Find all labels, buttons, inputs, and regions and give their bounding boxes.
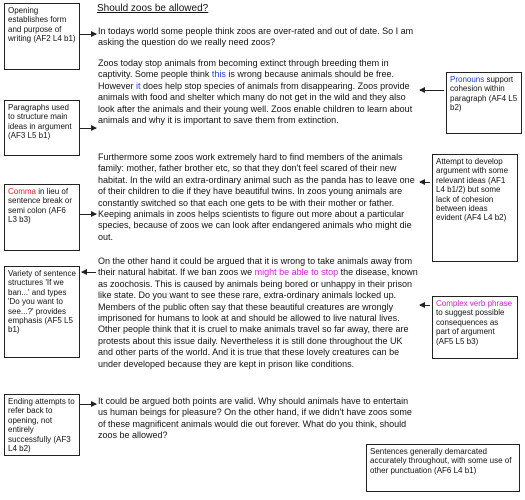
pronoun-it: it: [136, 80, 141, 91]
annotation-sentences: Sentences generally demarcated accurately throughout, with some use of other punctuation (AF6 L4 b1): [366, 444, 520, 492]
complex-verb-phrase-highlight: might be able to stop: [254, 267, 339, 278]
essay-paragraph-opening: In todays world some people think zoos are over-rated and out of date. So I am asking the question do we really need zoos?: [98, 26, 414, 48]
complex-key: Complex verb phrase: [436, 299, 513, 308]
comma-key: Comma: [8, 187, 37, 196]
p4-text-a: On the other hand it could be argued that it is wrong to take animals away from their natural habitat. If we ban zoos we: [98, 256, 413, 278]
annotation-paragraphs: Paragraphs used to structure main ideas in argument (AF3 L5 b1): [4, 100, 80, 156]
essay-paragraph-4: [98, 256, 418, 370]
arrow-ending: [80, 404, 96, 405]
arrow-comma: [80, 214, 96, 215]
arrow-complex-verb: [420, 305, 430, 306]
p2-text-c: does help stop species of animals from disappearing. Zoos provide animals with food and shelter which many do not get in the wild and they also look after the animals and their young well. Zoos enable children to learn about animals and why it is important to save them from extinction.: [98, 80, 413, 126]
p2-text-b: is wrong because animals should be free. However: [98, 69, 395, 91]
p2-text-a: Zoos today stop animals from becoming extinct through breeding them in captivity. Some people think: [98, 58, 389, 80]
annotation-ending: Ending attempts to refer back to opening, not entirely successfully (AF3 L4 b2): [4, 394, 80, 456]
arrow-opening: [80, 34, 96, 35]
comma-rest: in lieu of sentence break or semi colon (AF6 L3 b3): [8, 187, 73, 225]
annotation-pronouns: [446, 72, 522, 134]
pronoun-this: this: [211, 69, 226, 80]
p4-text-b: the disease, known as zoochosis. This is caused by animals being bored or unhappy in their prison like state. Do you want to see these rare, extra-ordinary animals locked up. Members of the public often say that these beautiful creatures are wrongly imprisoned for humans to look at and should be allowed to live natural lives. Other people think that it is cruel to make animals travel so far away, there are protests about this issue daily. Nevertheless it is still done throughout the UK and other parts of the world. And it is true that these lovely creatures can be under developed because they are kept in prison like conditions.: [98, 267, 418, 369]
pronouns-key: Pronouns: [450, 75, 485, 84]
complex-rest: to suggest possible consequences as part of argument (AF5 L5 b3): [436, 308, 505, 346]
essay-paragraph-2: [98, 58, 418, 126]
annotation-opening: Opening establishes form and purpose of writing (AF2 L4 b1): [4, 3, 80, 70]
annotation-attempt: Attempt to develop argument with some relevant ideas (AF1 L4 b1/2) but some lack of cohesion between ideas evident (AF4 L4 b2): [432, 154, 518, 262]
annotation-variety: Variety of sentence structures 'If we ban...' and types 'Do you want to see...?' provides emphasis (AF5 L5 b1): [4, 266, 80, 358]
essay-paragraph-ending: It could be argued both points are valid. Why should animals have to entertain us human beings for pleasure? On the other hand, if we didn't have zoos some of these magnificent animals would die out forever. What do you think, should zoos be allowed?: [98, 396, 412, 441]
annotation-comma: [4, 184, 80, 251]
essay-paragraph-3: Furthermore some zoos work extremely hard to find members of the animals family: mother, father brother etc, so that they don't feel scared of their new habitat. In the wild an extra-ordinary animal such as the panda has to leave one of their children to die if they have beautiful twins. In zoos young animals are constantly switched so that each one gets to be with their mother or father. Keeping animals in zoos helps scientists to figure out more about a particular species, because of zoos we can look after endangered animals who might die out.: [98, 152, 415, 242]
arrow-pronouns: [420, 90, 444, 91]
arrow-variety: [82, 272, 96, 273]
arrow-attempt: [420, 182, 430, 183]
page-title: Should zoos be allowed?: [97, 3, 209, 14]
arrow-paragraphs: [80, 128, 96, 129]
pronouns-rest: support cohesion within paragraph (AF4 L5 b2): [450, 75, 518, 113]
annotation-complex-verb: [432, 296, 518, 359]
